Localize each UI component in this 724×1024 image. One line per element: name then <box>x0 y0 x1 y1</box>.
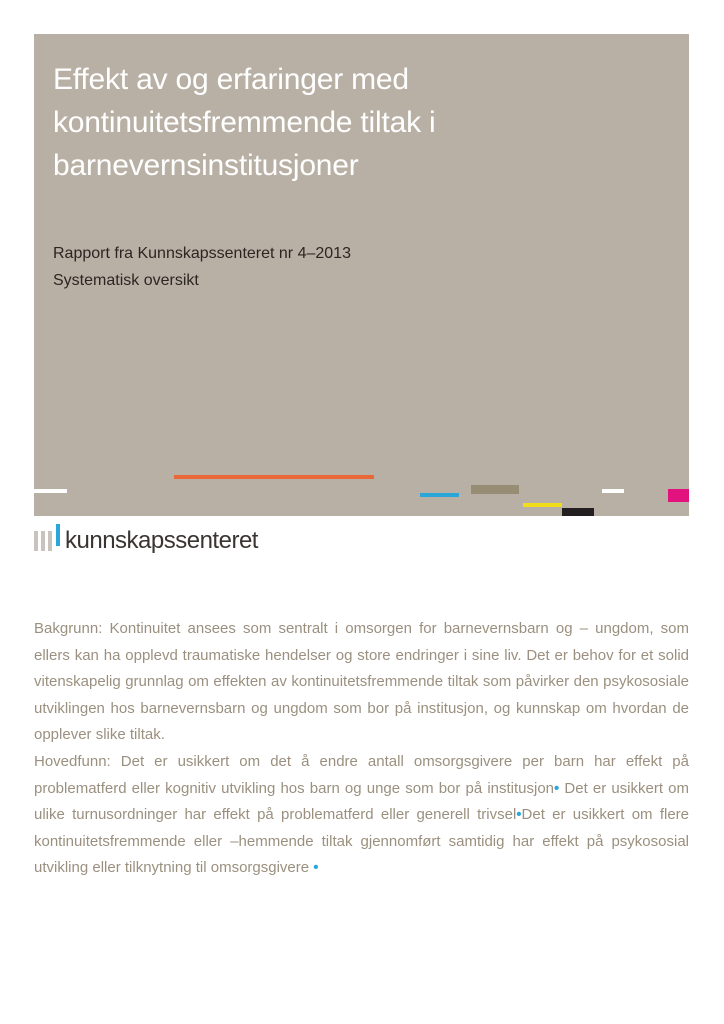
magenta-bar <box>668 489 689 502</box>
background-paragraph: Bakgrunn: Kontinuitet ansees som sentralt i omsorgen for barnevernsbarn og – ungdom, som ellers kan ha opplevd traumatiske hendelser og store endringer i sine liv. Det er behov for et solid vitenskapelig grunnlag om effekten av kontinuitetsfremmende tiltak som påvirker den psykososiale utviklingen hos barnevernsbarn og ungdom som bor på institusjon, og kunnskap om hvordan de opplever slike tiltak. <box>34 620 689 744</box>
blue-bar <box>420 493 459 497</box>
bullet-icon: • <box>554 779 560 797</box>
white-bar-right <box>602 489 624 493</box>
finding-1: Hovedfunn: Det er usikkert om det å endre antall omsorgsgivere per barn har effekt på problematferd eller kognitiv utvikling hos barn og unge som bor på institusjon <box>34 752 689 797</box>
findings-paragraph <box>34 749 689 882</box>
bullet-icon: • <box>516 806 522 824</box>
finding-2: Det er usikkert om ulike turnusordninger har effekt på problematferd eller generell trivsel <box>34 779 689 824</box>
olive-bar <box>471 485 519 494</box>
report-series: Rapport fra Kunnskapssenteret nr 4–2013 <box>53 245 351 262</box>
title-line-3: barnevernsinstitusjoner <box>53 149 359 182</box>
title-line-1: Effekt av og erfaringer med <box>53 63 409 96</box>
report-title <box>53 58 653 187</box>
report-type: Systematisk oversikt <box>53 272 199 289</box>
bullet-icon: • <box>313 859 319 877</box>
cover-block <box>34 34 689 516</box>
black-bar <box>562 508 594 516</box>
title-line-2: kontinuitetsfremmende tiltak i <box>53 106 436 139</box>
yellow-bar <box>523 503 562 507</box>
kunnskapssenteret-logo <box>34 521 334 561</box>
orange-bar <box>174 475 374 479</box>
finding-3: Det er usikkert om flere kontinuitetsfremmende eller –hemmende tiltak gjennomført samtidig har effekt på psykososial utvikling eller tilknytning til omsorgsgivere <box>34 806 689 877</box>
white-bar-left <box>34 489 67 493</box>
summary-text <box>34 616 689 882</box>
report-subtitle <box>53 240 351 294</box>
logo-text: kunnskapssenteret <box>65 527 258 554</box>
